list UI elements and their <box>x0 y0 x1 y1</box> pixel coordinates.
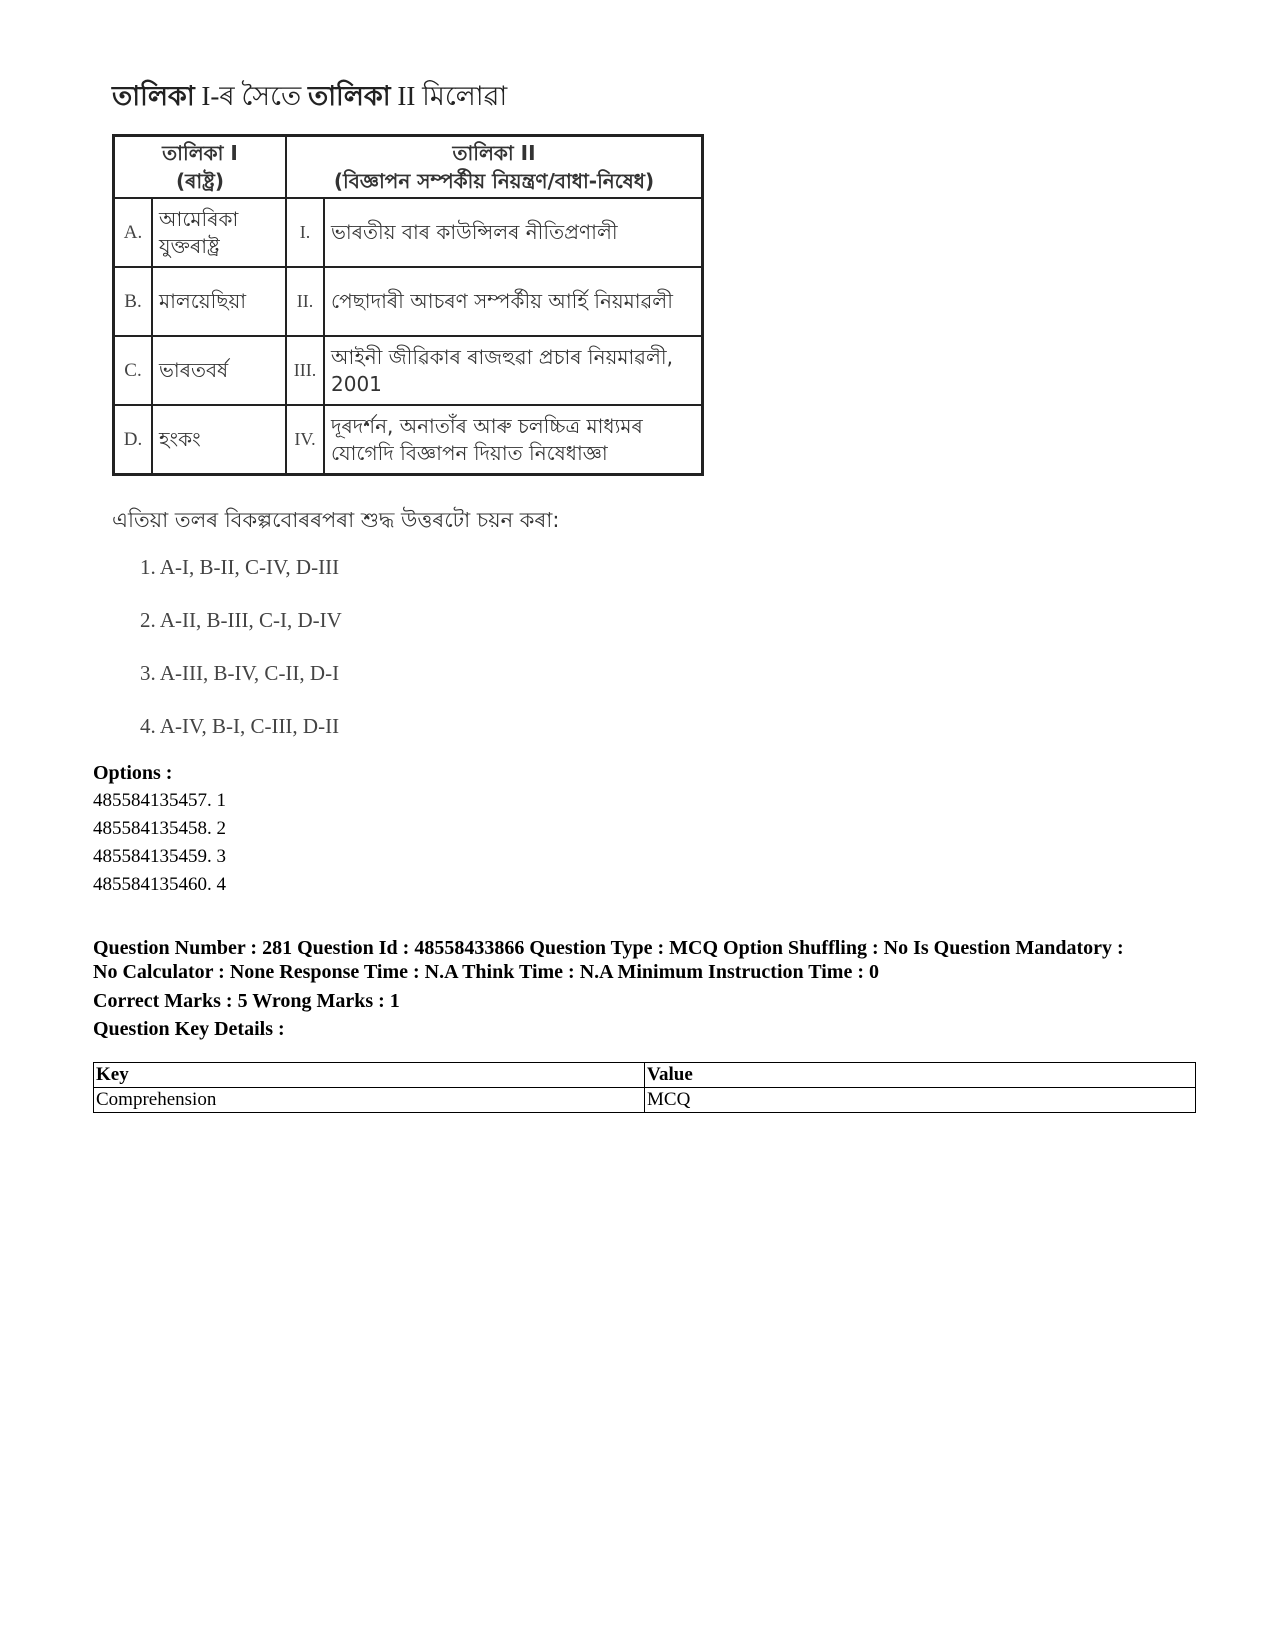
table-row <box>114 198 703 267</box>
table-row <box>114 405 703 475</box>
answer-choice-2: 2. A-II, B-III, C-I, D-IV <box>140 608 342 632</box>
title-list1: তালিকা <box>112 81 195 111</box>
question-meta-line1: Question Number : 281 Question Id : 48558433866 Question Type : MCQ Option Shuffling : No Is Question Mandatory : <box>93 937 1124 959</box>
row-numeral: IV. <box>286 405 324 475</box>
table-row <box>114 267 703 336</box>
answer-choice-1: 1. A-I, B-II, C-IV, D-III <box>140 555 340 579</box>
row-label: A. <box>114 198 153 267</box>
value-column-header: Value <box>645 1063 1196 1088</box>
option-item: 485584135457. 1 <box>93 790 226 811</box>
title-end: II মিলোৱা <box>390 81 508 111</box>
country-cell: হংকং <box>152 405 286 475</box>
row-label: C. <box>114 336 153 405</box>
row-label: D. <box>114 405 153 475</box>
list2-header: তালিকা II (বিজ্ঞাপন সম্পৰ্কীয় নিয়ন্ত্ৰণ/বাধা-নিষেধ) <box>286 136 703 199</box>
country-cell: আমেৰিকা যুক্তৰাষ্ট্ৰ <box>152 198 286 267</box>
row-numeral: II. <box>286 267 324 336</box>
rule-cell: আইনী জীৱিকাৰ ৰাজহুৱা প্ৰচাৰ নিয়মাৱলী, 2001 <box>324 336 703 405</box>
rule-cell: দূৰদৰ্শন, অনাতাঁৰ আৰু চলচ্চিত্ৰ মাধ্যমৰ যোগেদি বিজ্ঞাপন দিয়াত নিষেধাজ্ঞা <box>324 405 703 475</box>
matching-table-header <box>114 136 703 199</box>
answer-choice-4: 4. A-IV, B-I, C-III, D-II <box>140 714 340 738</box>
list1-header: তালিকা I (ৰাষ্ট্ৰ) <box>114 136 287 199</box>
options-heading: Options : <box>93 762 173 784</box>
row-numeral: III. <box>286 336 324 405</box>
marks-line: Correct Marks : 5 Wrong Marks : 1 <box>93 990 400 1012</box>
country-cell: মালয়েছিয়া <box>152 267 286 336</box>
option-item: 485584135459. 3 <box>93 846 226 867</box>
value-cell: MCQ <box>645 1088 1196 1113</box>
question-instruction: এতিয়া তলৰ বিকল্পবোৰৰপৰা শুদ্ধ উত্তৰটো চয়ন কৰা: <box>112 508 560 532</box>
question-title <box>112 76 507 121</box>
key-details-table <box>93 1062 1196 1113</box>
matching-table <box>112 134 704 476</box>
option-item: 485584135460. 4 <box>93 874 226 895</box>
title-list2: তালিকা <box>307 81 391 111</box>
option-item: 485584135458. 2 <box>93 818 226 839</box>
title-mid: I-ৰ সৈতে <box>194 81 308 111</box>
key-cell: Comprehension <box>94 1088 645 1113</box>
table-row <box>94 1063 1196 1088</box>
key-column-header: Key <box>94 1063 645 1088</box>
table-row <box>94 1088 1196 1113</box>
row-label: B. <box>114 267 153 336</box>
rule-cell: পেছাদাৰী আচৰণ সম্পৰ্কীয় আৰ্হি নিয়মাৱলী <box>324 267 703 336</box>
question-meta-line2: No Calculator : None Response Time : N.A Think Time : N.A Minimum Instruction Time : 0 <box>93 961 879 983</box>
row-numeral: I. <box>286 198 324 267</box>
answer-choice-3: 3. A-III, B-IV, C-II, D-I <box>140 661 340 685</box>
key-details-heading: Question Key Details : <box>93 1018 285 1040</box>
rule-cell: ভাৰতীয় বাৰ কাউন্সিলৰ নীতিপ্ৰণালী <box>324 198 703 267</box>
country-cell: ভাৰতবৰ্ষ <box>152 336 286 405</box>
table-row <box>114 336 703 405</box>
